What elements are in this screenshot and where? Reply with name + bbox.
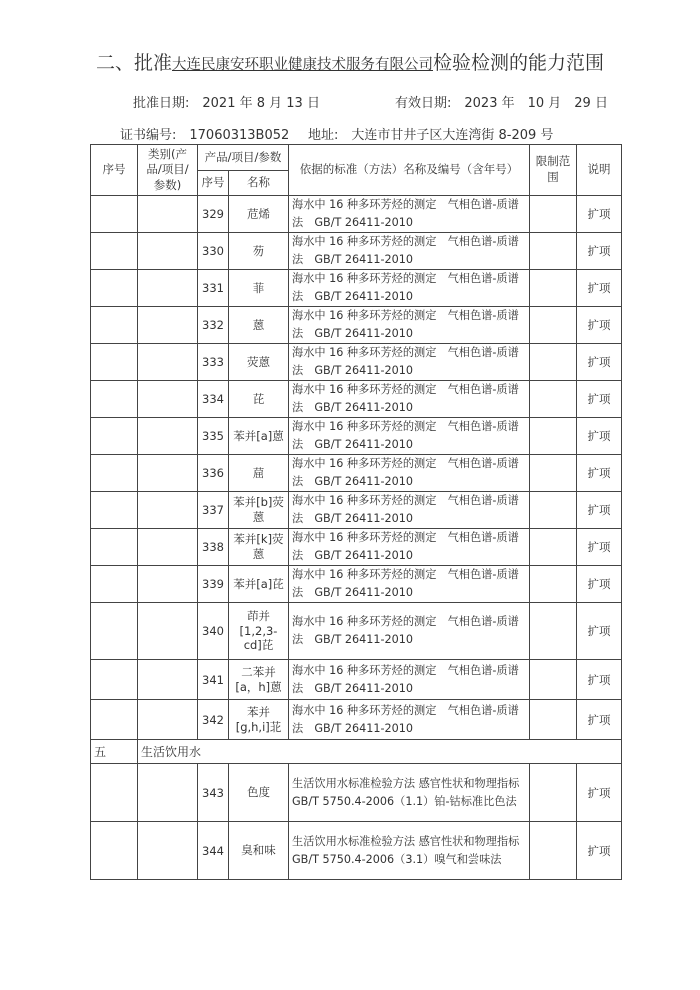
item-no: 336: [198, 455, 229, 492]
item-name: 臭和味: [229, 822, 289, 880]
item-name: 苊烯: [229, 196, 289, 233]
table-row: [91, 455, 622, 492]
item-standard: 海水中 16 种多环芳烃的测定 气相色谱-质谱法 GB/T 26411-2010: [289, 233, 530, 270]
table-row: [91, 660, 622, 700]
item-standard: 生活饮用水标准检验方法 感官性状和物理指标 GB/T 5750.4-2006（1.1）铂-钴标准比色法: [289, 764, 530, 822]
capability-table: [90, 144, 622, 880]
item-no: 330: [198, 233, 229, 270]
item-standard: 海水中 16 种多环芳烃的测定 气相色谱-质谱法 GB/T 26411-2010: [289, 566, 530, 603]
item-note: 扩项: [577, 418, 622, 455]
approval-date: 批准日期: 2021 年 8 月 13 日: [133, 96, 320, 111]
item-standard: 海水中 16 种多环芳烃的测定 气相色谱-质谱法 GB/T 26411-2010: [289, 700, 530, 740]
table-row: [91, 233, 622, 270]
table-row: [91, 764, 622, 822]
table-row: [91, 381, 622, 418]
header-item-name: 名称: [229, 171, 289, 196]
header-product-group: 产品/项目/参数: [198, 145, 289, 171]
page-title: [0, 48, 700, 75]
table-row: [91, 196, 622, 233]
item-standard: 海水中 16 种多环芳烃的测定 气相色谱-质谱法 GB/T 26411-2010: [289, 529, 530, 566]
item-name: 芘: [229, 381, 289, 418]
item-note: 扩项: [577, 700, 622, 740]
certificate-number: 证书编号: 17060313B052: [120, 128, 290, 143]
table-row: [91, 822, 622, 880]
item-standard: 海水中 16 种多环芳烃的测定 气相色谱-质谱法 GB/T 26411-2010: [289, 196, 530, 233]
section-title: 生活饮用水: [138, 740, 622, 764]
item-note: 扩项: [577, 233, 622, 270]
valid-date: 有效日期: 2023 年 10 月 29 日: [395, 96, 608, 111]
item-no: 342: [198, 700, 229, 740]
item-standard: 海水中 16 种多环芳烃的测定 气相色谱-质谱法 GB/T 26411-2010: [289, 270, 530, 307]
item-standard: 海水中 16 种多环芳烃的测定 气相色谱-质谱法 GB/T 26411-2010: [289, 381, 530, 418]
item-note: 扩项: [577, 270, 622, 307]
header-standard: 依据的标准（方法）名称及编号（含年号）: [289, 145, 530, 196]
table-row: [91, 566, 622, 603]
item-no: 331: [198, 270, 229, 307]
item-note: 扩项: [577, 603, 622, 660]
item-no: 339: [198, 566, 229, 603]
item-note: 扩项: [577, 566, 622, 603]
item-note: 扩项: [577, 196, 622, 233]
item-name: 苯并[b]荧蒽: [229, 492, 289, 529]
organization-name: 大连民康安环职业健康技术服务有限公司: [172, 57, 433, 73]
item-name: 苯并[a]芘: [229, 566, 289, 603]
item-name: 苯并[g,h,i]苝: [229, 700, 289, 740]
table-row: [91, 603, 622, 660]
header-category: 类别(产品/项目/参数): [138, 145, 198, 196]
table-row: [91, 344, 622, 381]
table-row: [91, 270, 622, 307]
table-row: [91, 700, 622, 740]
title-suffix: 检验检测的能力范围: [433, 52, 605, 74]
table-row: [91, 529, 622, 566]
item-standard: 海水中 16 种多环芳烃的测定 气相色谱-质谱法 GB/T 26411-2010: [289, 603, 530, 660]
item-note: 扩项: [577, 660, 622, 700]
section-seq: 五: [91, 740, 138, 764]
table-row: [91, 418, 622, 455]
item-no: 341: [198, 660, 229, 700]
header-note: 说明: [577, 145, 622, 196]
item-note: 扩项: [577, 764, 622, 822]
item-name: 䓛: [229, 455, 289, 492]
header-seq: 序号: [91, 145, 138, 196]
item-no: 329: [198, 196, 229, 233]
item-note: 扩项: [577, 492, 622, 529]
item-standard: 海水中 16 种多环芳烃的测定 气相色谱-质谱法 GB/T 26411-2010: [289, 307, 530, 344]
header-item-seq: 序号: [198, 171, 229, 196]
header-limit: 限制范围: [530, 145, 577, 196]
item-standard: 海水中 16 种多环芳烃的测定 气相色谱-质谱法 GB/T 26411-2010: [289, 492, 530, 529]
item-name: 苯并[a]蒽: [229, 418, 289, 455]
item-no: 332: [198, 307, 229, 344]
item-name: 二苯并[a，h]蒽: [229, 660, 289, 700]
item-no: 337: [198, 492, 229, 529]
item-standard: 海水中 16 种多环芳烃的测定 气相色谱-质谱法 GB/T 26411-2010: [289, 455, 530, 492]
table-row: [91, 492, 622, 529]
item-note: 扩项: [577, 381, 622, 418]
item-no: 333: [198, 344, 229, 381]
item-standard: 海水中 16 种多环芳烃的测定 气相色谱-质谱法 GB/T 26411-2010: [289, 344, 530, 381]
item-no: 334: [198, 381, 229, 418]
item-note: 扩项: [577, 822, 622, 880]
item-name: 色度: [229, 764, 289, 822]
item-no: 340: [198, 603, 229, 660]
item-no: 344: [198, 822, 229, 880]
item-name: 荧蒽: [229, 344, 289, 381]
section-row: [91, 740, 622, 764]
address: 地址: 大连市甘井子区大连湾街 8-209 号: [308, 128, 554, 143]
table-row: [91, 307, 622, 344]
item-name: 芴: [229, 233, 289, 270]
item-note: 扩项: [577, 455, 622, 492]
item-name: 蒽: [229, 307, 289, 344]
item-no: 343: [198, 764, 229, 822]
item-standard: 生活饮用水标准检验方法 感官性状和物理指标 GB/T 5750.4-2006（3.1）嗅气和尝味法: [289, 822, 530, 880]
item-note: 扩项: [577, 307, 622, 344]
item-name: 茚并[1,2,3-cd]芘: [229, 603, 289, 660]
item-no: 335: [198, 418, 229, 455]
item-name: 苯并[k]荧蒽: [229, 529, 289, 566]
item-name: 菲: [229, 270, 289, 307]
item-note: 扩项: [577, 344, 622, 381]
item-standard: 海水中 16 种多环芳烃的测定 气相色谱-质谱法 GB/T 26411-2010: [289, 418, 530, 455]
item-standard: 海水中 16 种多环芳烃的测定 气相色谱-质谱法 GB/T 26411-2010: [289, 660, 530, 700]
item-note: 扩项: [577, 529, 622, 566]
item-no: 338: [198, 529, 229, 566]
title-prefix: 二、批准: [95, 52, 172, 74]
